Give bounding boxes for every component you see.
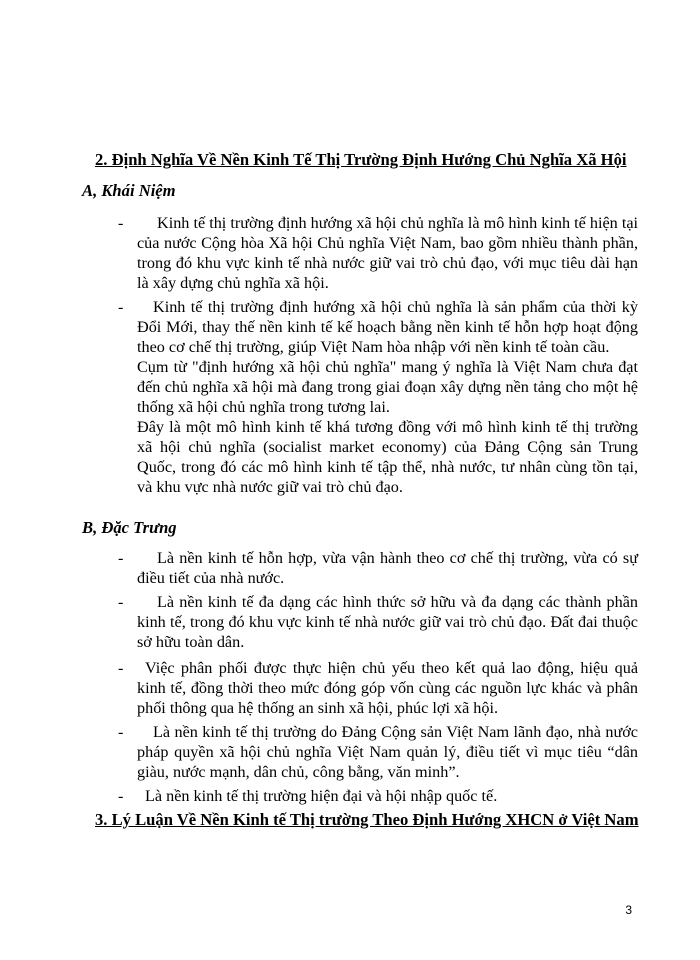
dash-bullet: - <box>118 214 124 232</box>
dash-bullet: - <box>118 549 124 567</box>
list-item <box>118 722 638 782</box>
list-item <box>118 548 638 588</box>
list-item-text: Kinh tế thị trường định hướng xã hội chủ nghĩa là mô hình kinh tế hiện tại của nước Cộng hòa Xã hội Chủ nghĩa Việt Nam, bao gồm nhiều thành phần, trong đó khu vực kinh tế nhà nước giữ vai trò chủ đạo, với mục tiêu dài hạn là xây dựng chủ nghĩa xã hội. <box>137 214 638 292</box>
list-item-text: Là nền kinh tế thị trường hiện đại và hội nhập quốc tế. <box>145 787 498 805</box>
dash-bullet: - <box>118 659 124 677</box>
dash-bullet: - <box>118 787 124 805</box>
dash-bullet: - <box>118 593 124 611</box>
list-item <box>118 213 638 293</box>
subsection-b-title: B, Đặc Trưng <box>82 518 177 537</box>
body-paragraph: Cụm từ "định hướng xã hội chủ nghĩa" mang ý nghĩa là Việt Nam chưa đạt đến chủ nghĩa xã hội mà đang trong giai đoạn xây dựng nền tảng cho một hệ thống xã hội chủ nghĩa trong tương lai. <box>137 358 638 416</box>
list-item <box>118 658 638 718</box>
list-item-text: Là nền kinh tế hỗn hợp, vừa vận hành theo cơ chế thị trường, vừa có sự điều tiết của nhà nước. <box>137 549 638 587</box>
dash-bullet: - <box>118 723 124 741</box>
list-item-text: Việc phân phối được thực hiện chủ yếu theo kết quả lao động, hiệu quả kinh tế, đồng thời theo mức đóng góp vốn cùng các nguồn lực khác và phân phối thông qua hệ thống an sinh xã hội, phúc lợi xã hội. <box>137 659 638 717</box>
list-item-text: Là nền kinh tế thị trường do Đảng Cộng sản Việt Nam lãnh đạo, nhà nước pháp quyền xã hội chủ nghĩa Việt Nam quản lý, điều tiết vì mục tiêu “dân giàu, nước mạnh, dân chủ, công bằng, văn minh”. <box>137 723 638 781</box>
list-item-text: Kinh tế thị trường định hướng xã hội chủ nghĩa là sản phẩm của thời kỳ Đổi Mới, thay thế nền kinh tế kế hoạch bằng nền kinh tế hỗn hợp hoạt động theo cơ chế thị trường, giúp Việt Nam hòa nhập với nền kinh tế toàn cầu. <box>137 298 638 356</box>
page-number: 3 <box>625 903 632 917</box>
section-2-heading: 2. Định Nghĩa Về Nền Kinh Tế Thị Trường Định Hướng Chủ Nghĩa Xã Hội <box>95 150 627 169</box>
body-paragraph: Đây là một mô hình kinh tế khá tương đồng với mô hình kinh tế thị trường xã hội chủ nghĩa (socialist market economy) của Đảng Cộng sản Trung Quốc, trong đó các mô hình kinh tế tập thể, nhà nước, tư nhân cùng tồn tại, và khu vực nhà nước giữ vai trò chủ đạo. <box>137 418 638 496</box>
list-item <box>118 592 638 652</box>
list-item <box>118 786 638 806</box>
subsection-b-body <box>118 548 638 806</box>
dash-bullet: - <box>118 298 124 316</box>
subsection-a-body <box>118 213 638 497</box>
subsection-a-title: A, Khái Niệm <box>82 181 176 200</box>
list-item <box>118 297 638 357</box>
section-3-heading: 3. Lý Luận Về Nền Kinh tế Thị trường Theo Định Hướng XHCN ở Việt Nam <box>95 810 639 829</box>
list-item-text: Là nền kinh tế đa dạng các hình thức sở hữu và đa dạng các thành phần kinh tế, trong đó khu vực kinh tế nhà nước giữ vai trò chủ đạo. Đất đai thuộc sở hữu toàn dân. <box>137 593 638 651</box>
